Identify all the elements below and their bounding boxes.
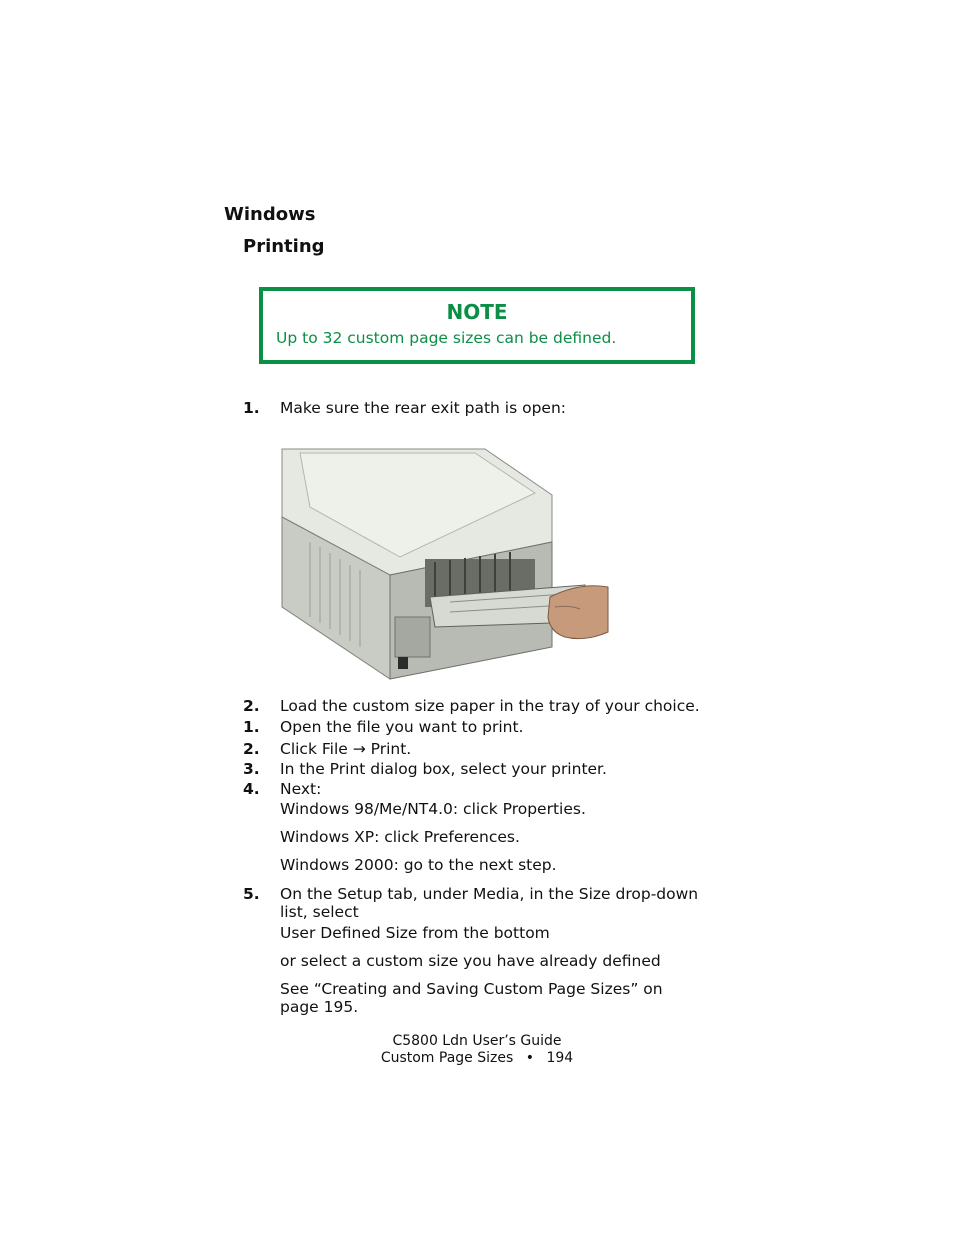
step-text: Open the file you want to print. [280, 718, 524, 736]
step-text: On the Setup tab, under Media, in the Size drop-down [280, 885, 699, 903]
note-title: NOTE [446, 300, 508, 324]
option-text: Windows 2000: go to the next step. [280, 856, 557, 874]
step-number: 5. [243, 885, 260, 903]
note-body: Up to 32 custom page sizes can be defined. [276, 329, 617, 347]
step-text: Load the custom size paper in the tray of your choice. [280, 697, 700, 715]
printer-rear-exit-photo [280, 447, 610, 685]
step-number: 4. [243, 780, 260, 798]
step-number: 2. [243, 740, 260, 758]
step-text: Click File → Print. [280, 740, 412, 758]
cross-reference: page 195. [280, 998, 359, 1016]
footer-section: Custom Page Sizes [380, 1050, 514, 1066]
subsection-heading: Printing [243, 236, 325, 257]
step-number: 1. [243, 399, 260, 417]
step-text: In the Print dialog box, select your printer. [280, 760, 607, 778]
step-number: 3. [243, 760, 260, 778]
option-text: User Defined Size from the bottom [280, 924, 550, 942]
page-number: 194 [546, 1050, 574, 1066]
step-number: 2. [243, 697, 260, 715]
step-text: Next: [280, 780, 322, 798]
footer-bullet: • [525, 1050, 534, 1066]
note-box [259, 287, 695, 364]
footer-page-info [0, 1050, 954, 1066]
option-text: or select a custom size you have already defined [280, 952, 661, 970]
step-text: Make sure the rear exit path is open: [280, 399, 567, 417]
footer-guide-title: C5800 Ldn User’s Guide [392, 1033, 562, 1049]
option-text: Windows 98/Me/NT4.0: click Properties. [280, 800, 586, 818]
option-text: Windows XP: click Preferences. [280, 828, 520, 846]
step-text: list, select [280, 903, 359, 921]
cross-reference: See “Creating and Saving Custom Page Sizes” on [280, 980, 663, 998]
step-number: 1. [243, 718, 260, 736]
section-heading: Windows [224, 204, 316, 225]
